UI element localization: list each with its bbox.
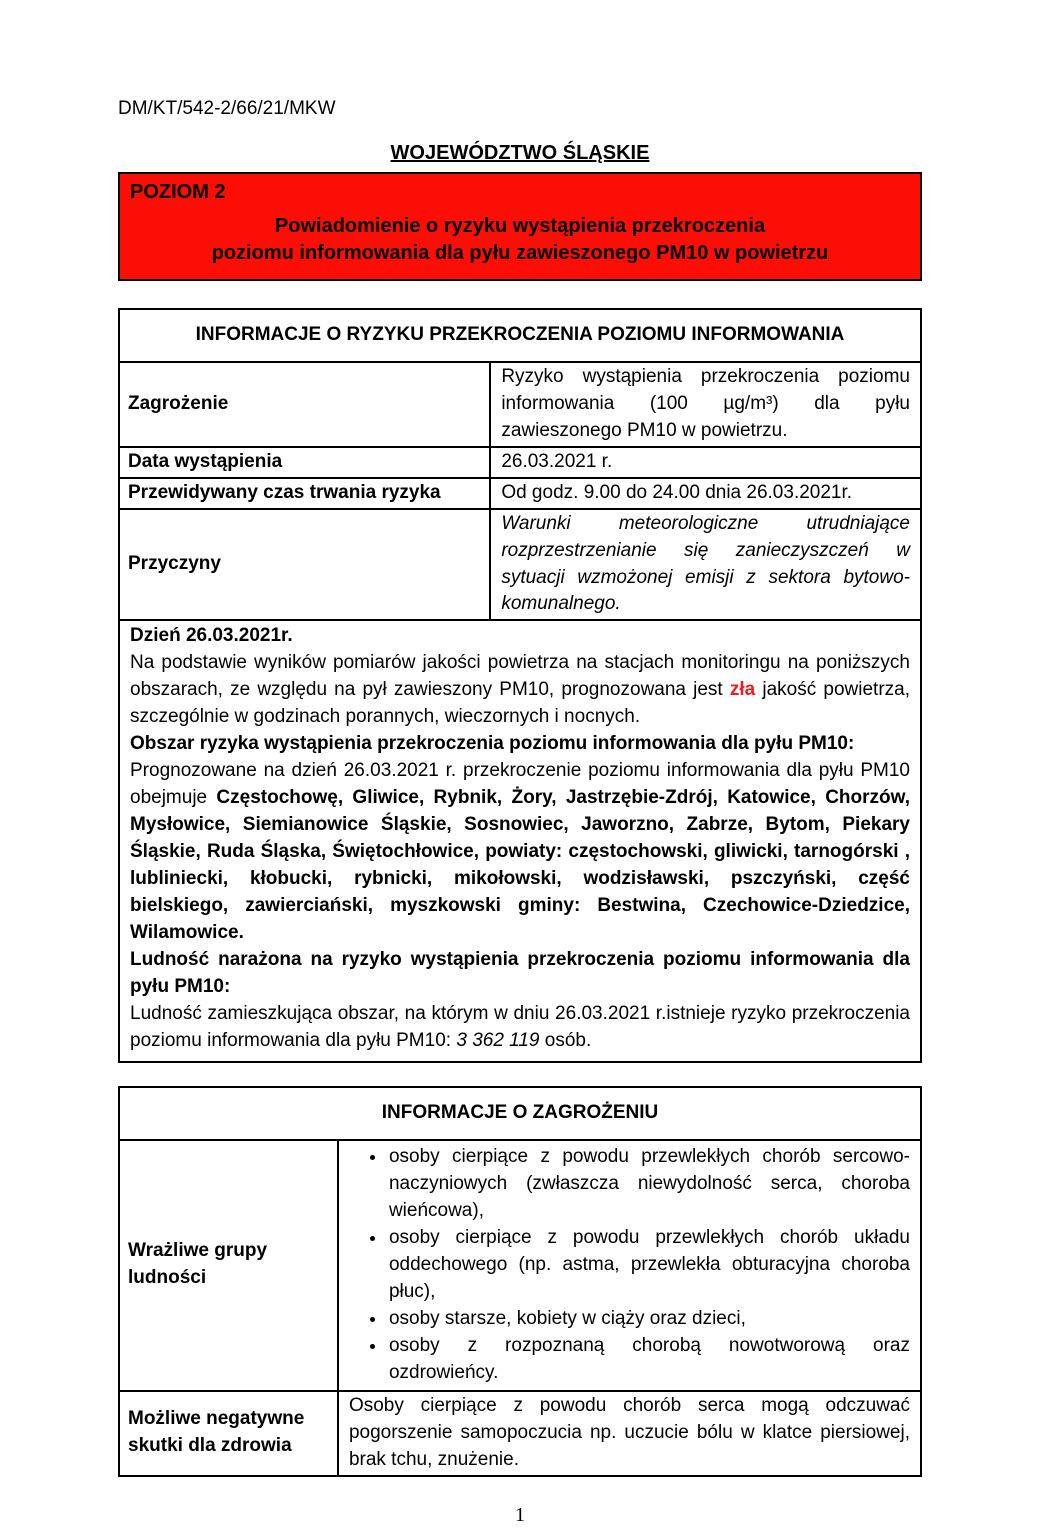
- alert-title-line1: Powiadomienie o ryzyku wystąpienia przekroczenia: [274, 214, 766, 237]
- alert-level: POZIOM 2: [130, 181, 226, 204]
- hazard-table-header: INFORMACJE O ZAGROŻENIU: [119, 1087, 921, 1140]
- table-row: [119, 1391, 921, 1476]
- area-text-bold: Częstochowę, Gliwice, Rybnik, Żory, Jastrzębie-Zdrój, Katowice, Chorzów, Mysłowice, Siemianowice Śląskie, Sosnowiec, Jaworzno, Zabrze, Bytom, Piekary Śląskie, Ruda Śląska, Świętochłowice, powiaty: częstochowski, gliwicki, tarnogórski , lubliniecki, kłobucki, rybnicki, mikołowski, wodzisławski, pszczyński, część bielskiego, zawierciański, myszkowski gminy: Bestwina, Czechowice-Dziedzice, Wilamowice.: [130, 787, 910, 944]
- row-value-czas-trwania: Od godz. 9.00 do 24.00 dnia 26.03.2021r.: [490, 478, 921, 509]
- population-text-before: Ludność zamieszkująca obszar, na którym w dniu 26.03.2021 r.istnieje ryzyko przekroczenia poziomu informowania dla pyłu PM10:: [130, 1003, 910, 1051]
- alert-title-line2: poziomu informowania dla pyłu zawieszonego PM10 w powietrzu: [211, 241, 829, 264]
- day-heading: Dzień 26.03.2021r.: [130, 625, 293, 647]
- row-value-skutki: Osoby cierpiące z powodu chorób serca mogą odczuwać pogorszenie samopoczucia np. uczucie bólu w klatce piersiowej, brak tchu, znużenie.: [338, 1391, 921, 1476]
- list-item: • osoby cierpiące z powodu przewlekłych chorób sercowo-naczyniowych (zwłaszcza niewydolność serca, choroba wieńcowa),: [387, 1144, 910, 1225]
- row-label-data-wystapienia: Data wystąpienia: [119, 447, 490, 478]
- row-label-skutki: Możliwe negatywne skutki dla zdrowia: [119, 1391, 338, 1476]
- row-value-wrazliwe-grupy: [338, 1140, 921, 1391]
- day-paragraph: [130, 650, 910, 731]
- list-item: • osoby starsze, kobiety w ciąży oraz dzieci,: [387, 1306, 910, 1333]
- day-text-before: Na podstawie wyników pomiarów jakości powietrza na stacjach monitoringu na poniższych obszarach, ze względu na pył zawieszony PM10, prognozowana jest: [130, 652, 910, 701]
- population-heading: Ludność narażona na ryzyko wystąpienia przekroczenia poziomu informowania dla pyłu PM10:: [130, 949, 910, 998]
- area-heading: Obszar ryzyka wystąpienia przekroczenia poziomu informowania dla pyłu PM10:: [130, 733, 855, 755]
- population-text-after: osób.: [539, 1029, 592, 1051]
- table-row: [119, 509, 921, 621]
- table-row-merged: [119, 620, 921, 1062]
- table-row: [119, 362, 921, 447]
- population-paragraph: [130, 1001, 910, 1055]
- day-text-after: jakość powietrza, szczególnie w godzinach porannych, wieczornych i nocnych.: [130, 679, 910, 728]
- row-label-zagrozenie: Zagrożenie: [119, 362, 490, 447]
- row-label-przyczyny: Przyczyny: [119, 509, 490, 621]
- area-paragraph: [130, 758, 910, 947]
- bad-quality-highlight: zła: [729, 679, 756, 701]
- list-item: • osoby cierpiące z powodu przewlekłych chorób układu oddechowego (np. astma, przewlekła obturacyjna choroba płuc),: [387, 1225, 910, 1306]
- row-value-data-wystapienia: 26.03.2021 r.: [490, 447, 921, 478]
- row-value-przyczyny: Warunki meteorologiczne utrudniające rozprzestrzenianie się zanieczyszczeń w sytuacji wzmożonej emisji z sektora bytowo-komunalnego.: [490, 509, 921, 621]
- risk-table-header-row: [119, 309, 921, 362]
- reference-number: DM/KT/542-2/66/21/MKW: [118, 98, 336, 119]
- table-row: [119, 447, 921, 478]
- sensitive-groups-list: [349, 1144, 910, 1387]
- region-title: [118, 139, 922, 167]
- row-value-zagrozenie: Ryzyko wystąpienia przekroczenia poziomu informowania (100 µg/m³) dla pyłu zawieszonego PM10 w powietrzu.: [490, 362, 921, 447]
- population-number: 3 362 119: [456, 1029, 540, 1051]
- risk-table-header: INFORMACJE O RYZYKU PRZEKROCZENIA POZIOMU INFORMOWANIA: [119, 309, 921, 362]
- region-title-text: WOJEWÓDZTWO ŚLĄSKIE: [390, 141, 650, 164]
- row-label-wrazliwe-grupy: Wrażliwe grupy ludności: [119, 1140, 338, 1391]
- alert-banner: [118, 172, 922, 280]
- list-item: • osoby z rozpoznaną chorobą nowotworową oraz ozdrowieńcy.: [387, 1333, 910, 1387]
- page-number: 1: [515, 1503, 525, 1526]
- table-row: [119, 478, 921, 509]
- area-text-normal: Prognozowane na dzień 26.03.2021 r. przekroczenie poziomu informowania dla pyłu PM10 obejmuje: [130, 760, 910, 809]
- risk-info-table: [118, 308, 922, 1063]
- table-row: [119, 1140, 921, 1391]
- hazard-table-header-row: [119, 1087, 921, 1140]
- hazard-info-table: [118, 1086, 922, 1477]
- risk-details-cell: [119, 620, 921, 1062]
- row-label-czas-trwania: Przewidywany czas trwania ryzyka: [119, 478, 490, 509]
